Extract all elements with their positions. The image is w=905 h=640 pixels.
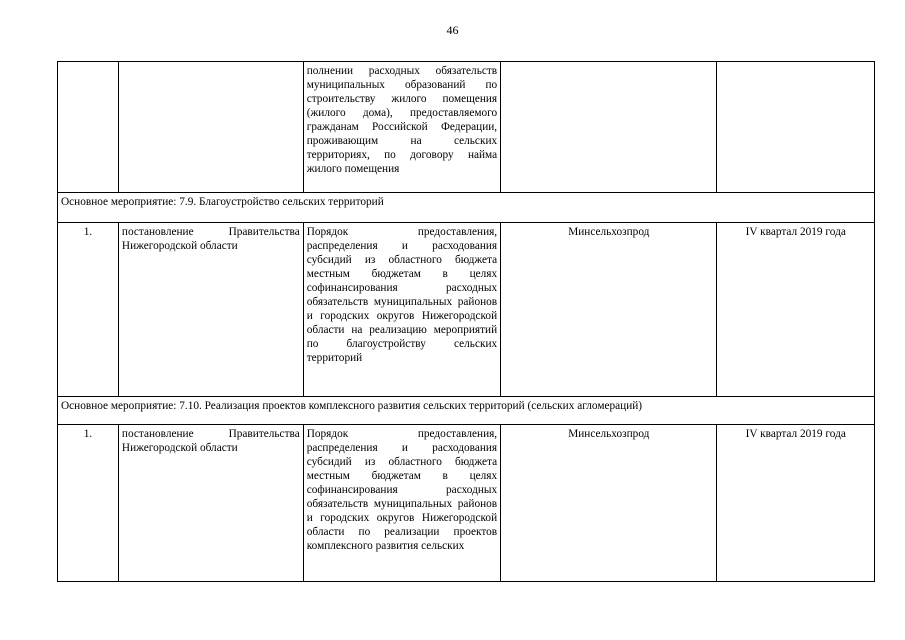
cell-executor — [501, 62, 717, 193]
cell-description: Порядок предоставления, распределения и расходования субсидий из областного бюджета местным бюджетам в целях софинансирования расходных обязательств муниципальных районов и городских округов Нижегородской области по реализации проектов комплексного развития сельских — [303, 425, 500, 582]
cell-deadline: IV квартал 2019 года — [717, 223, 875, 397]
table-row — [58, 223, 875, 397]
section-row-7-10 — [58, 397, 875, 425]
table-row-continuation — [58, 62, 875, 193]
section-row-7-9 — [58, 193, 875, 223]
page-number: 46 — [446, 23, 459, 37]
cell-doc-type — [118, 62, 303, 193]
cell-description: полнении расходных обязательств муниципальных образований по строительству жилого помещения (жилого дома), предоставляемого гражданам Российской Федерации, проживающим на сельских территориях, по договору найма жилого помещения — [303, 62, 500, 193]
cell-doc-type: постановление Правительства Нижегородской области — [118, 425, 303, 582]
cell-doc-type: постановление Правительства Нижегородской области — [118, 223, 303, 397]
cell-num: 1. — [58, 223, 119, 397]
cell-num — [58, 62, 119, 193]
cell-num: 1. — [58, 425, 119, 582]
section-heading: Основное мероприятие: 7.9. Благоустройство сельских территорий — [58, 193, 875, 223]
cell-description: Порядок предоставления, распределения и расходования субсидий из областного бюджета местным бюджетам в целях софинансирования расходных обязательств муниципальных районов и городских округов Нижегородской области на реализацию мероприятий по благоустройству сельских территорий — [303, 223, 500, 397]
section-heading: Основное мероприятие: 7.10. Реализация проектов комплексного развития сельских территорий (сельских агломераций) — [58, 397, 875, 425]
table-row — [58, 425, 875, 582]
cell-deadline — [717, 62, 875, 193]
measures-table — [57, 61, 875, 582]
cell-executor: Минсельхозпрод — [501, 223, 717, 397]
cell-executor: Минсельхозпрод — [501, 425, 717, 582]
cell-deadline: IV квартал 2019 года — [717, 425, 875, 582]
